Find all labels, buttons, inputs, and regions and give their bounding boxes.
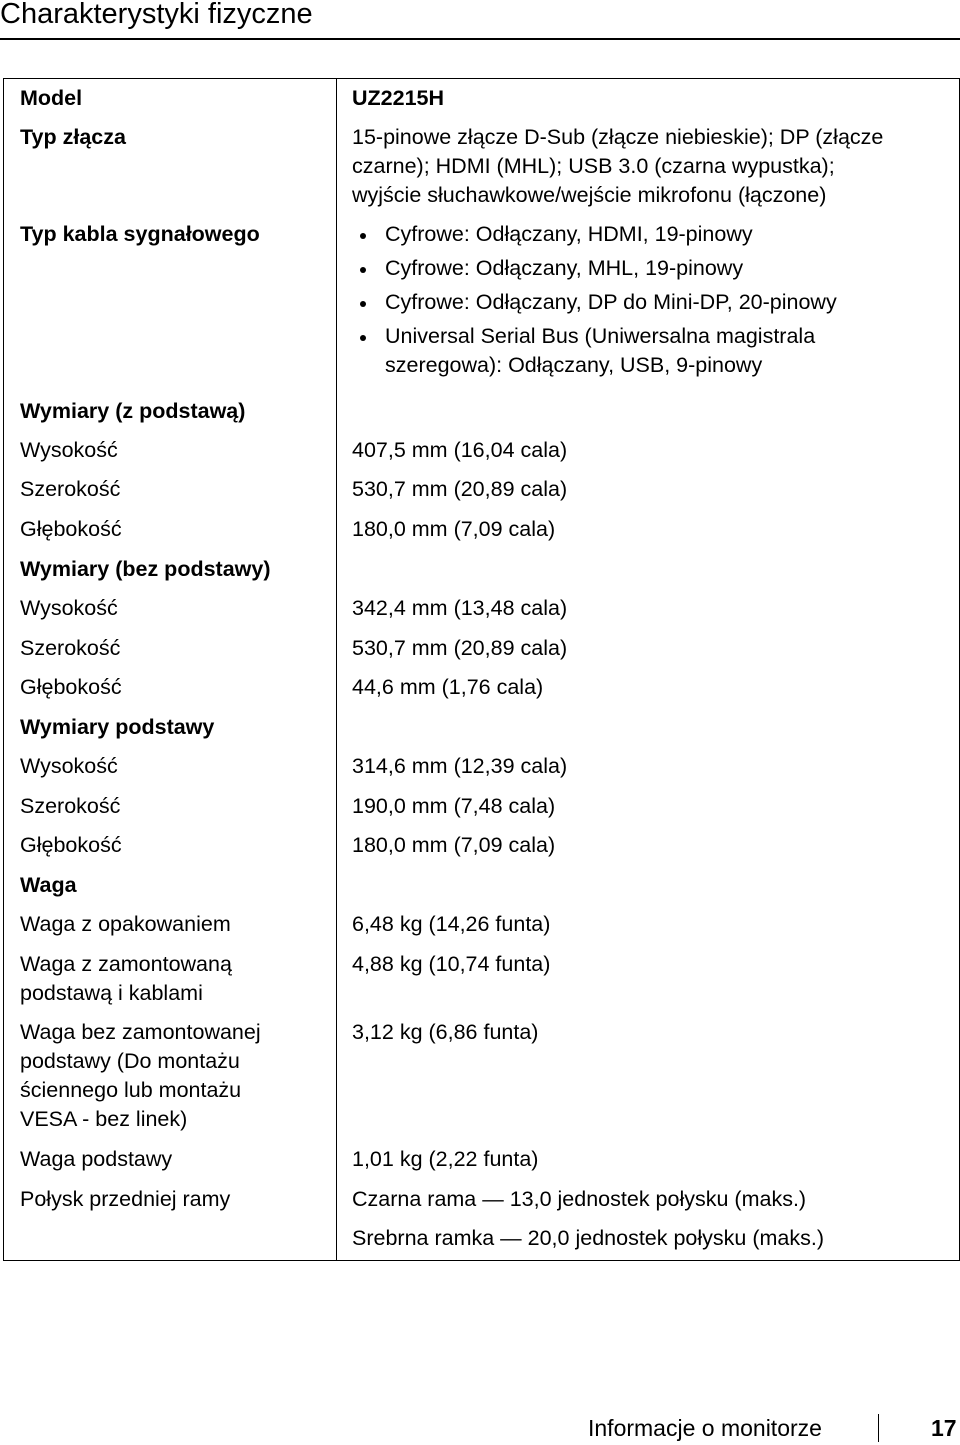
row-value: 530,7 mm (20,89 cala) [352, 476, 568, 501]
bullet-icon [360, 301, 366, 307]
list-item: Cyfrowe: Odłączany, DP do Mini-DP, 20-pinowy [356, 288, 959, 317]
section-header: Waga [20, 872, 77, 897]
table-row [4, 747, 960, 787]
row-label: Wysokość [20, 753, 118, 778]
table-row [4, 470, 960, 510]
row-label: Szerokość [20, 635, 121, 660]
bullet-icon [360, 267, 366, 273]
list-item: Cyfrowe: Odłączany, HDMI, 19-pinowy [356, 220, 959, 249]
row-value: 6,48 kg (14,26 funta) [352, 911, 551, 936]
list-item: Universal Serial Bus (Uniwersalna magistrala szeregowa): Odłączany, USB, 9-pinowy [356, 322, 959, 380]
row-label: Waga bez zamontowanej [20, 1019, 261, 1044]
spec-table [3, 78, 960, 1261]
row-label: Szerokość [20, 476, 121, 501]
gloss-value-black: Czarna rama — 13,0 jednostek połysku (maks.) [352, 1186, 807, 1211]
table-row [4, 787, 960, 826]
gloss-value-silver: Srebrna ramka — 20,0 jednostek połysku (maks.) [352, 1225, 825, 1250]
page-title: Charakterystyki fizyczne [0, 0, 313, 30]
section-header: Wymiary (z podstawą) [20, 398, 246, 423]
list-item: Cyfrowe: Odłączany, MHL, 19-pinowy [356, 254, 959, 283]
table-row [4, 589, 960, 629]
table-row [4, 629, 960, 668]
connector-value-line: wyjście słuchawkowe/wejście mikrofonu (łączone) [352, 182, 827, 207]
bullet-icon [360, 233, 366, 239]
row-value: 44,6 mm (1,76 cala) [352, 674, 544, 699]
table-row [4, 431, 960, 470]
row-label: Typ złącza [20, 124, 126, 149]
section-header-row [4, 392, 960, 431]
row-label: Waga z zamontowaną [20, 951, 232, 976]
table-row [4, 118, 960, 216]
row-label: Model [20, 86, 83, 110]
table-row [4, 1180, 960, 1261]
row-value: 4,88 kg (10,74 funta) [352, 951, 551, 976]
row-label: Wysokość [20, 437, 118, 462]
row-value: 342,4 mm (13,48 cala) [352, 595, 568, 620]
bullet-icon [360, 335, 366, 341]
row-value: 190,0 mm (7,48 cala) [352, 793, 556, 818]
row-label: ściennego lub montażu [20, 1077, 242, 1102]
section-header-row [4, 550, 960, 589]
row-value: 1,01 kg (2,22 funta) [352, 1146, 539, 1171]
table-row [4, 945, 960, 1013]
row-label: VESA - bez linek) [20, 1106, 188, 1131]
table-row [4, 668, 960, 708]
row-label: Wysokość [20, 595, 118, 620]
table-row [4, 510, 960, 550]
section-header-row [4, 708, 960, 747]
table-row [4, 1013, 960, 1140]
row-label: Waga podstawy [20, 1146, 173, 1171]
row-label: Waga z opakowaniem [20, 911, 231, 936]
cable-list [356, 220, 959, 380]
row-label: podstawą i kablami [20, 980, 203, 1005]
table-row [4, 905, 960, 945]
row-label: Głębokość [20, 516, 122, 541]
row-value: 3,12 kg (6,86 funta) [352, 1019, 539, 1044]
title-divider [0, 38, 960, 40]
footer-divider [878, 1414, 879, 1442]
row-label: Połysk przedniej ramy [20, 1186, 231, 1211]
row-value: 314,6 mm (12,39 cala) [352, 753, 568, 778]
row-label: Szerokość [20, 793, 121, 818]
row-value: 180,0 mm (7,09 cala) [352, 832, 556, 857]
row-label: Typ kabla sygnałowego [20, 221, 260, 246]
connector-value-line: 15-pinowe złącze D-Sub (złącze niebieskie); DP (złącze [352, 124, 884, 149]
model-value: UZ2215H [352, 86, 445, 110]
connector-value-line: czarne); HDMI (MHL); USB 3.0 (czarna wypustka); [352, 153, 835, 178]
row-value: 530,7 mm (20,89 cala) [352, 635, 568, 660]
section-header-row [4, 866, 960, 905]
page-number: 17 [931, 1415, 957, 1441]
row-value: 407,5 mm (16,04 cala) [352, 437, 568, 462]
row-label: podstawy (Do montażu [20, 1048, 240, 1073]
row-label: Głębokość [20, 832, 122, 857]
row-value: 180,0 mm (7,09 cala) [352, 516, 556, 541]
row-label: Głębokość [20, 674, 122, 699]
table-row [4, 79, 960, 118]
table-row [4, 216, 960, 392]
page-footer [0, 1411, 960, 1445]
section-header: Wymiary (bez podstawy) [20, 556, 271, 581]
table-row [4, 826, 960, 866]
table-row [4, 1140, 960, 1180]
footer-section-title: Informacje o monitorze [588, 1415, 822, 1441]
section-header: Wymiary podstawy [20, 714, 215, 739]
